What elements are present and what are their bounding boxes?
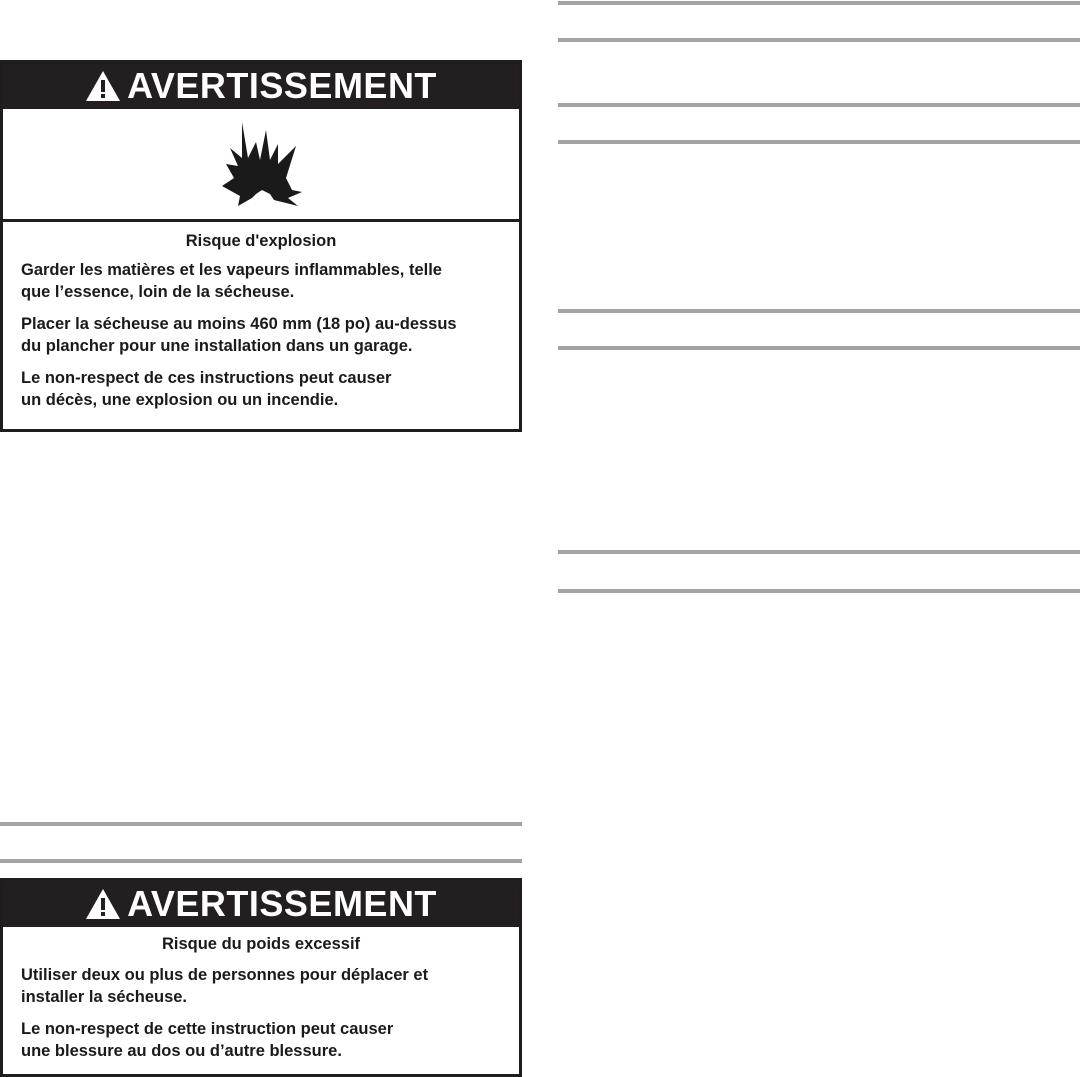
warning-header (3, 63, 519, 109)
warning-body (3, 222, 519, 411)
right-rule-3 (558, 103, 1080, 107)
warning-title: Risque d'explosion (185, 232, 337, 250)
right-rule-1 (558, 1, 1080, 5)
warning-paragraph: Placer la sécheuse au moins 460 mm (18 po) au-dessus du plancher pour une installation dans un garage. (21, 315, 457, 355)
right-rule-5 (558, 309, 1080, 313)
right-rule-6 (558, 346, 1080, 350)
warning-box-explosion (0, 60, 522, 432)
warning-triangle-icon (85, 888, 121, 920)
warning-triangle-icon (85, 70, 121, 102)
warning-header (3, 881, 519, 927)
right-rule-7 (558, 550, 1080, 554)
explosion-icon (216, 120, 306, 208)
warning-header-label: AVERTISSEMENT (127, 883, 437, 924)
left-rule-2 (0, 859, 522, 863)
right-rule-8 (558, 589, 1080, 593)
warning-body (3, 927, 519, 1062)
warning-header-label: AVERTISSEMENT (127, 65, 437, 106)
right-rule-4 (558, 140, 1080, 144)
warning-box-weight (0, 878, 522, 1077)
warning-title: Risque du poids excessif (161, 935, 361, 953)
warning-paragraph: Garder les matières et les vapeurs inflammables, telle que l’essence, loin de la sécheuse. (21, 261, 442, 301)
warning-paragraph: Le non-respect de cette instruction peut causer une blessure au dos ou d’autre blessure. (21, 1020, 394, 1060)
warning-paragraph: Utiliser deux ou plus de personnes pour déplacer et installer la sécheuse. (21, 966, 429, 1006)
warning-paragraph: Le non-respect de ces instructions peut causer un décès, une explosion ou un incendie. (21, 369, 392, 409)
left-rule-1 (0, 822, 522, 826)
right-rule-2 (558, 38, 1080, 42)
warning-icon-area (3, 109, 519, 222)
